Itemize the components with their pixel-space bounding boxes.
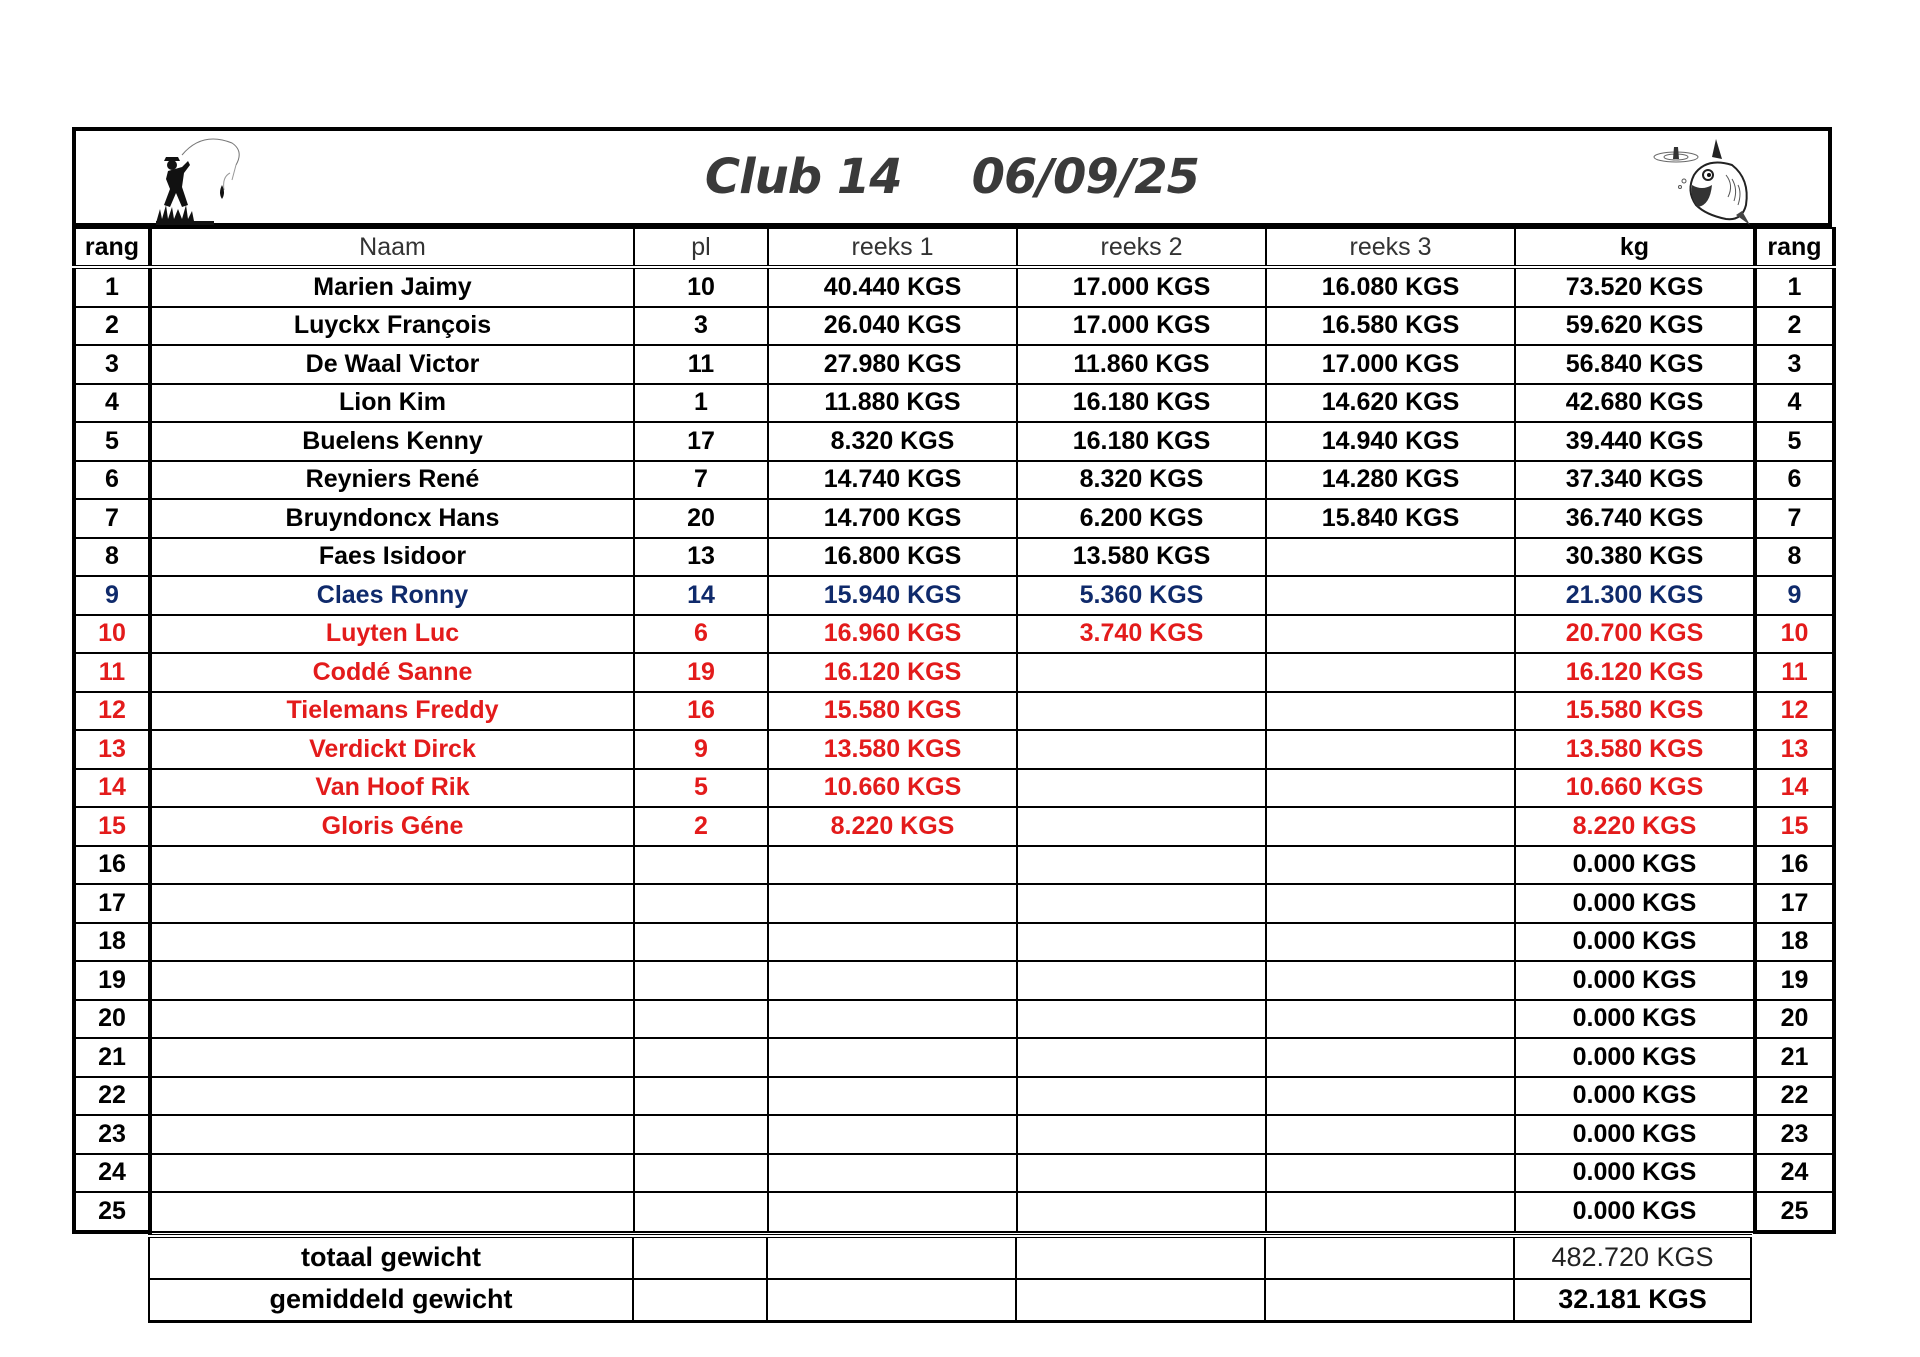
cell-reeks3 [1266, 1077, 1515, 1116]
cell-reeks2 [1017, 923, 1266, 962]
cell-reeks1: 10.660 KGS [768, 769, 1017, 808]
cell-rang-left: 20 [74, 1000, 150, 1039]
fish-cartoon-icon [1646, 135, 1758, 227]
cell-reeks2 [1017, 730, 1266, 769]
cell-reeks1: 15.940 KGS [768, 576, 1017, 615]
cell-pl: 3 [634, 307, 768, 346]
cell-pl: 13 [634, 538, 768, 577]
cell-rang-right: 7 [1755, 499, 1834, 538]
cell-naam [150, 1000, 634, 1039]
cell-reeks2 [1017, 769, 1266, 808]
cell-reeks3 [1266, 846, 1515, 885]
cell-reeks2: 16.180 KGS [1017, 422, 1266, 461]
cell-rang-right: 11 [1755, 653, 1834, 692]
cell-naam: Verdickt Dirck [150, 730, 634, 769]
table-row [74, 499, 1834, 538]
cell-rang-left: 10 [74, 615, 150, 654]
table-header-row [74, 228, 1834, 267]
cell-reeks2 [1017, 1154, 1266, 1193]
cell-naam [150, 1077, 634, 1116]
cell-naam: Claes Ronny [150, 576, 634, 615]
cell-kg-total: 0.000 KGS [1515, 1192, 1755, 1232]
cell-reeks1: 26.040 KGS [768, 307, 1017, 346]
cell-kg-total: 0.000 KGS [1515, 961, 1755, 1000]
cell-reeks3 [1266, 730, 1515, 769]
cell-reeks2: 6.200 KGS [1017, 499, 1266, 538]
cell-kg-total: 0.000 KGS [1515, 1115, 1755, 1154]
cell-rang-left: 13 [74, 730, 150, 769]
cell-naam: Reyniers René [150, 461, 634, 500]
cell-naam [150, 1115, 634, 1154]
cell-rang-left: 7 [74, 499, 150, 538]
table-row [74, 1192, 1834, 1232]
cell-kg-total: 36.740 KGS [1515, 499, 1755, 538]
cell-reeks3: 16.080 KGS [1266, 267, 1515, 307]
cell-rang-left: 15 [74, 807, 150, 846]
cell-pl: 14 [634, 576, 768, 615]
cell-reeks3 [1266, 1038, 1515, 1077]
cell-reeks2 [1017, 1000, 1266, 1039]
table-row [74, 615, 1834, 654]
cell-rang-left: 21 [74, 1038, 150, 1077]
cell-kg-total: 0.000 KGS [1515, 1077, 1755, 1116]
cell-naam: De Waal Victor [150, 345, 634, 384]
cell-reeks2: 8.320 KGS [1017, 461, 1266, 500]
col-header-naam: Naam [150, 228, 634, 267]
cell-reeks2 [1017, 653, 1266, 692]
cell-kg-total: 56.840 KGS [1515, 345, 1755, 384]
cell-kg-total: 73.520 KGS [1515, 267, 1755, 307]
cell-naam [150, 1154, 634, 1193]
cell-kg-total: 16.120 KGS [1515, 653, 1755, 692]
cell-pl: 10 [634, 267, 768, 307]
cell-kg-total: 42.680 KGS [1515, 384, 1755, 423]
cell-naam: Van Hoof Rik [150, 769, 634, 808]
cell-rang-left: 25 [74, 1192, 150, 1232]
cell-reeks3 [1266, 615, 1515, 654]
cell-pl: 19 [634, 653, 768, 692]
cell-kg-total: 20.700 KGS [1515, 615, 1755, 654]
cell-rang-right: 17 [1755, 884, 1834, 923]
cell-rang-right: 20 [1755, 1000, 1834, 1039]
cell-kg-total: 13.580 KGS [1515, 730, 1755, 769]
cell-rang-left: 24 [74, 1154, 150, 1193]
table-row [74, 1038, 1834, 1077]
cell-naam: Lion Kim [150, 384, 634, 423]
table-row [74, 422, 1834, 461]
page-title [76, 149, 1828, 205]
cell-pl [634, 884, 768, 923]
cell-kg-total: 0.000 KGS [1515, 1038, 1755, 1077]
total-weight-label: totaal gewicht [149, 1236, 633, 1279]
cell-pl [634, 923, 768, 962]
cell-rang-left: 17 [74, 884, 150, 923]
cell-pl [634, 1038, 768, 1077]
table-row [74, 307, 1834, 346]
cell-naam: Marien Jaimy [150, 267, 634, 307]
col-header-pl: pl [634, 228, 768, 267]
cell-reeks1: 13.580 KGS [768, 730, 1017, 769]
cell-reeks2: 16.180 KGS [1017, 384, 1266, 423]
cell-reeks1 [768, 1077, 1017, 1116]
cell-rang-left: 2 [74, 307, 150, 346]
cell-reeks1 [768, 884, 1017, 923]
cell-rang-left: 6 [74, 461, 150, 500]
cell-reeks2: 17.000 KGS [1017, 267, 1266, 307]
table-row [74, 807, 1834, 846]
cell-naam [150, 884, 634, 923]
cell-reeks3 [1266, 1154, 1515, 1193]
cell-reeks2: 13.580 KGS [1017, 538, 1266, 577]
cell-rang-left: 19 [74, 961, 150, 1000]
table-row [74, 345, 1834, 384]
cell-reeks3: 14.280 KGS [1266, 461, 1515, 500]
cell-naam: Bruyndoncx Hans [150, 499, 634, 538]
cell-reeks1 [768, 1115, 1017, 1154]
cell-kg-total: 21.300 KGS [1515, 576, 1755, 615]
cell-reeks2: 17.000 KGS [1017, 307, 1266, 346]
cell-rang-right: 18 [1755, 923, 1834, 962]
cell-naam: Coddé Sanne [150, 653, 634, 692]
cell-rang-right: 3 [1755, 345, 1834, 384]
table-row [74, 1154, 1834, 1193]
results-table [72, 227, 1836, 1234]
col-header-rang-right: rang [1755, 228, 1834, 267]
cell-reeks1 [768, 1000, 1017, 1039]
table-row [74, 267, 1834, 307]
cell-reeks3 [1266, 769, 1515, 808]
cell-reeks1: 16.800 KGS [768, 538, 1017, 577]
cell-kg-total: 59.620 KGS [1515, 307, 1755, 346]
cell-reeks1: 27.980 KGS [768, 345, 1017, 384]
cell-reeks2 [1017, 1115, 1266, 1154]
cell-kg-total: 39.440 KGS [1515, 422, 1755, 461]
cell-reeks3 [1266, 538, 1515, 577]
table-row [74, 769, 1834, 808]
cell-kg-total: 30.380 KGS [1515, 538, 1755, 577]
cell-reeks1: 40.440 KGS [768, 267, 1017, 307]
cell-rang-right: 15 [1755, 807, 1834, 846]
table-row [74, 923, 1834, 962]
summary-table [148, 1234, 1752, 1323]
cell-kg-total: 0.000 KGS [1515, 1000, 1755, 1039]
cell-pl: 20 [634, 499, 768, 538]
cell-pl: 9 [634, 730, 768, 769]
cell-pl: 11 [634, 345, 768, 384]
cell-rang-left: 18 [74, 923, 150, 962]
cell-reeks1 [768, 1192, 1017, 1232]
cell-rang-right: 16 [1755, 846, 1834, 885]
cell-reeks3: 17.000 KGS [1266, 345, 1515, 384]
cell-reeks1: 15.580 KGS [768, 692, 1017, 731]
cell-rang-right: 1 [1755, 267, 1834, 307]
empty-cell [767, 1279, 1016, 1322]
cell-reeks2 [1017, 692, 1266, 731]
cell-reeks3 [1266, 1000, 1515, 1039]
col-header-kg: kg [1515, 228, 1755, 267]
table-row [74, 1077, 1834, 1116]
cell-rang-right: 21 [1755, 1038, 1834, 1077]
cell-reeks1 [768, 846, 1017, 885]
average-weight-value: 32.181 KGS [1514, 1279, 1751, 1322]
empty-cell [1265, 1279, 1514, 1322]
cell-reeks3 [1266, 692, 1515, 731]
cell-rang-right: 6 [1755, 461, 1834, 500]
cell-pl: 16 [634, 692, 768, 731]
cell-naam [150, 1192, 634, 1232]
competition-date: 06/09/25 [971, 149, 1200, 205]
table-row [74, 538, 1834, 577]
cell-reeks3 [1266, 884, 1515, 923]
empty-cell [1016, 1279, 1265, 1322]
total-weight-value: 482.720 KGS [1514, 1236, 1751, 1279]
cell-naam [150, 961, 634, 1000]
club-name: Club 14 [704, 149, 902, 205]
cell-reeks2 [1017, 961, 1266, 1000]
cell-rang-left: 8 [74, 538, 150, 577]
average-weight-row [149, 1279, 1751, 1322]
cell-pl: 17 [634, 422, 768, 461]
cell-naam [150, 846, 634, 885]
table-row [74, 461, 1834, 500]
cell-reeks2 [1017, 1038, 1266, 1077]
cell-kg-total: 37.340 KGS [1515, 461, 1755, 500]
cell-reeks1: 14.700 KGS [768, 499, 1017, 538]
cell-reeks1: 8.220 KGS [768, 807, 1017, 846]
cell-reeks2 [1017, 807, 1266, 846]
table-row [74, 730, 1834, 769]
cell-pl: 5 [634, 769, 768, 808]
cell-rang-right: 2 [1755, 307, 1834, 346]
empty-cell [633, 1236, 767, 1279]
cell-rang-left: 22 [74, 1077, 150, 1116]
cell-reeks2 [1017, 1192, 1266, 1232]
cell-reeks3 [1266, 576, 1515, 615]
cell-reeks3: 14.940 KGS [1266, 422, 1515, 461]
total-weight-row [149, 1236, 1751, 1279]
cell-reeks2 [1017, 1077, 1266, 1116]
cell-reeks1 [768, 961, 1017, 1000]
table-row [74, 384, 1834, 423]
cell-pl [634, 1000, 768, 1039]
table-row [74, 692, 1834, 731]
cell-reeks3 [1266, 1115, 1515, 1154]
cell-rang-left: 4 [74, 384, 150, 423]
empty-cell [633, 1279, 767, 1322]
cell-rang-left: 9 [74, 576, 150, 615]
cell-pl [634, 1154, 768, 1193]
cell-reeks1: 11.880 KGS [768, 384, 1017, 423]
cell-rang-right: 9 [1755, 576, 1834, 615]
cell-rang-right: 8 [1755, 538, 1834, 577]
cell-rang-left: 11 [74, 653, 150, 692]
cell-reeks3 [1266, 1192, 1515, 1232]
cell-rang-right: 4 [1755, 384, 1834, 423]
cell-reeks3 [1266, 653, 1515, 692]
col-header-reeks1: reeks 1 [768, 228, 1017, 267]
cell-naam: Buelens Kenny [150, 422, 634, 461]
cell-rang-right: 23 [1755, 1115, 1834, 1154]
col-header-reeks3: reeks 3 [1266, 228, 1515, 267]
cell-kg-total: 8.220 KGS [1515, 807, 1755, 846]
cell-reeks1 [768, 1038, 1017, 1077]
cell-pl [634, 1115, 768, 1154]
cell-rang-left: 12 [74, 692, 150, 731]
table-row [74, 1115, 1834, 1154]
cell-pl: 7 [634, 461, 768, 500]
table-row [74, 846, 1834, 885]
cell-naam [150, 1038, 634, 1077]
cell-reeks2 [1017, 884, 1266, 923]
cell-pl: 2 [634, 807, 768, 846]
cell-reeks3 [1266, 807, 1515, 846]
cell-rang-right: 25 [1755, 1192, 1834, 1232]
table-row [74, 653, 1834, 692]
cell-rang-right: 5 [1755, 422, 1834, 461]
results-sheet [72, 127, 1832, 1323]
cell-rang-left: 14 [74, 769, 150, 808]
cell-reeks2: 5.360 KGS [1017, 576, 1266, 615]
cell-rang-right: 12 [1755, 692, 1834, 731]
cell-kg-total: 0.000 KGS [1515, 846, 1755, 885]
cell-pl [634, 1077, 768, 1116]
cell-kg-total: 10.660 KGS [1515, 769, 1755, 808]
cell-reeks3: 15.840 KGS [1266, 499, 1515, 538]
table-row [74, 576, 1834, 615]
cell-reeks3: 16.580 KGS [1266, 307, 1515, 346]
col-header-rang-left: rang [74, 228, 150, 267]
cell-rang-left: 5 [74, 422, 150, 461]
empty-cell [1265, 1236, 1514, 1279]
cell-pl [634, 961, 768, 1000]
cell-rang-left: 16 [74, 846, 150, 885]
cell-rang-left: 3 [74, 345, 150, 384]
cell-reeks3: 14.620 KGS [1266, 384, 1515, 423]
cell-kg-total: 15.580 KGS [1515, 692, 1755, 731]
cell-naam: Luyten Luc [150, 615, 634, 654]
cell-pl [634, 1192, 768, 1232]
cell-reeks3 [1266, 961, 1515, 1000]
cell-pl: 6 [634, 615, 768, 654]
cell-reeks2 [1017, 846, 1266, 885]
cell-naam: Gloris Géne [150, 807, 634, 846]
cell-rang-left: 1 [74, 267, 150, 307]
sheet-header [72, 127, 1832, 227]
cell-rang-right: 24 [1755, 1154, 1834, 1193]
cell-rang-right: 14 [1755, 769, 1834, 808]
cell-reeks1: 16.960 KGS [768, 615, 1017, 654]
cell-rang-right: 22 [1755, 1077, 1834, 1116]
cell-rang-right: 13 [1755, 730, 1834, 769]
cell-reeks2: 3.740 KGS [1017, 615, 1266, 654]
empty-cell [767, 1236, 1016, 1279]
cell-kg-total: 0.000 KGS [1515, 1154, 1755, 1193]
cell-reeks1 [768, 923, 1017, 962]
cell-kg-total: 0.000 KGS [1515, 923, 1755, 962]
cell-naam: Tielemans Freddy [150, 692, 634, 731]
cell-rang-left: 23 [74, 1115, 150, 1154]
cell-naam [150, 923, 634, 962]
cell-reeks1: 8.320 KGS [768, 422, 1017, 461]
table-row [74, 1000, 1834, 1039]
cell-pl: 1 [634, 384, 768, 423]
average-weight-label: gemiddeld gewicht [149, 1279, 633, 1322]
cell-rang-right: 10 [1755, 615, 1834, 654]
empty-cell [1016, 1236, 1265, 1279]
cell-reeks1 [768, 1154, 1017, 1193]
cell-reeks2: 11.860 KGS [1017, 345, 1266, 384]
table-row [74, 961, 1834, 1000]
cell-reeks1: 16.120 KGS [768, 653, 1017, 692]
cell-reeks3 [1266, 923, 1515, 962]
cell-naam: Faes Isidoor [150, 538, 634, 577]
cell-rang-right: 19 [1755, 961, 1834, 1000]
cell-pl [634, 846, 768, 885]
cell-naam: Luyckx François [150, 307, 634, 346]
cell-kg-total: 0.000 KGS [1515, 884, 1755, 923]
col-header-reeks2: reeks 2 [1017, 228, 1266, 267]
cell-reeks1: 14.740 KGS [768, 461, 1017, 500]
table-row [74, 884, 1834, 923]
